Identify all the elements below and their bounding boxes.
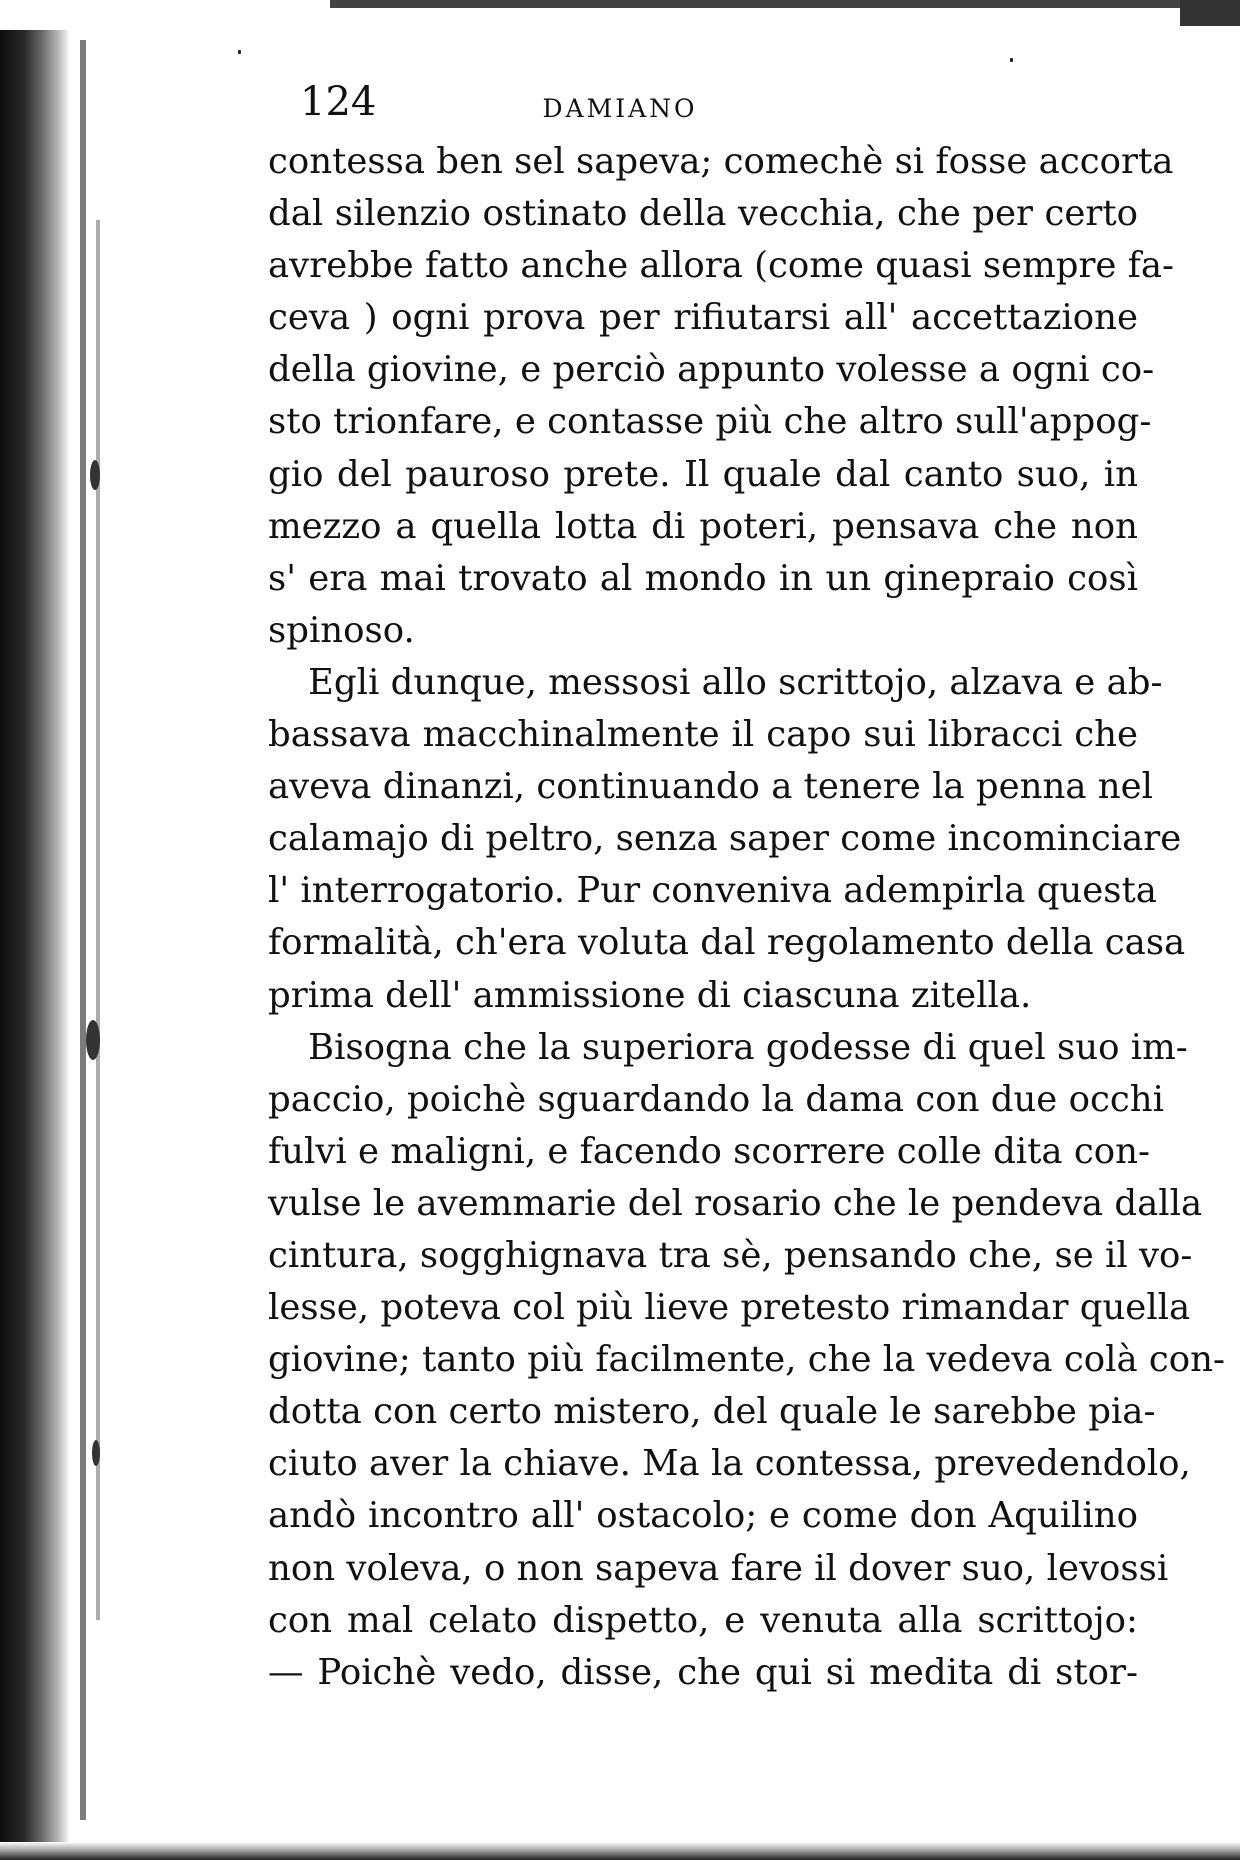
scan-bottom-edge: [0, 1842, 1240, 1860]
scan-speck: [1010, 58, 1013, 62]
text-line: calamajo di peltro, senza saper come incominciare: [268, 818, 1182, 860]
book-binding-shadow: [0, 30, 70, 1860]
text-line: Bisogna che la superiora godesse di quel suo im-: [308, 1026, 1188, 1068]
text-line: giovine; tanto più facilmente, che la vedeva colà con-: [268, 1339, 1226, 1381]
text-line: cintura, sogghignava tra sè, pensando che, se il vo-: [268, 1234, 1193, 1276]
text-line: — Poichè vedo, disse, che qui si medita di stor-: [268, 1651, 1138, 1693]
text-line: l' interrogatorio. Pur conveniva adempirla questa: [268, 870, 1157, 912]
text-line: ceva ) ogni prova per rifiutarsi all' accettazione: [268, 297, 1138, 339]
text-line: s' era mai trovato al mondo in un ginepraio così: [268, 557, 1138, 599]
text-line: aveva dinanzi, continuando a tenere la penna nel: [268, 766, 1154, 808]
text-line: paccio, poichè sguardando la dama con due occhi: [268, 1078, 1164, 1120]
text-line: contessa ben sel sapeva; comechè si fosse accorta: [268, 141, 1174, 182]
text-line: Egli dunque, messosi allo scrittojo, alzava e ab-: [308, 661, 1163, 703]
scan-speck: [92, 1440, 100, 1466]
binding-stripe: [96, 220, 100, 1620]
text-line: con mal celato dispetto, e venuta alla scrittojo:: [268, 1599, 1138, 1641]
page-number: 124: [300, 79, 377, 125]
page-header: [0, 79, 1240, 128]
text-line: lesse, poteva col più lieve pretesto rimandar quella: [268, 1287, 1191, 1329]
text-line: andò incontro all' ostacolo; e come don Aquilino: [268, 1495, 1138, 1537]
scan-speck: [238, 50, 241, 54]
running-title: DAMIANO: [542, 94, 698, 123]
text-line: prima dell' ammissione di ciascuna zitella.: [268, 974, 1032, 1016]
text-line: gio del pauroso prete. Il quale dal canto suo, in: [268, 453, 1138, 495]
text-line: spinoso.: [268, 609, 415, 651]
scan-corner-shadow: [1180, 0, 1240, 26]
scan-speck: [86, 1020, 100, 1060]
text-line: dotta con certo mistero, del quale le sarebbe pia-: [268, 1391, 1156, 1433]
text-line: ciuto aver la chiave. Ma la contessa, prevedendolo,: [268, 1443, 1191, 1485]
text-line: formalità, ch'era voluta dal regolamento della casa: [268, 922, 1186, 964]
text-line: mezzo a quella lotta di poteri, pensava che non: [268, 505, 1138, 547]
text-line: dal silenzio ostinato della vecchia, che per certo: [268, 193, 1138, 235]
text-line: non voleva, o non sapeva fare il dover suo, levossi: [268, 1547, 1169, 1589]
scan-speck: [90, 460, 100, 490]
text-line: fulvi e maligni, e facendo scorrere colle dita con-: [268, 1130, 1150, 1172]
body-text: [268, 136, 1226, 1699]
scan-top-edge: [330, 0, 1240, 8]
binding-stripe: [80, 40, 86, 1820]
text-line: della giovine, e perciò appunto volesse a ogni co-: [268, 349, 1155, 391]
text-line: vulse le avemmarie del rosario che le pendeva dalla: [268, 1182, 1203, 1224]
text-line: sto trionfare, e contasse più che altro sull'appog-: [268, 401, 1152, 443]
text-line: bassava macchinalmente il capo sui libracci che: [268, 714, 1138, 756]
text-line: avrebbe fatto anche allora (come quasi sempre fa-: [268, 245, 1175, 287]
